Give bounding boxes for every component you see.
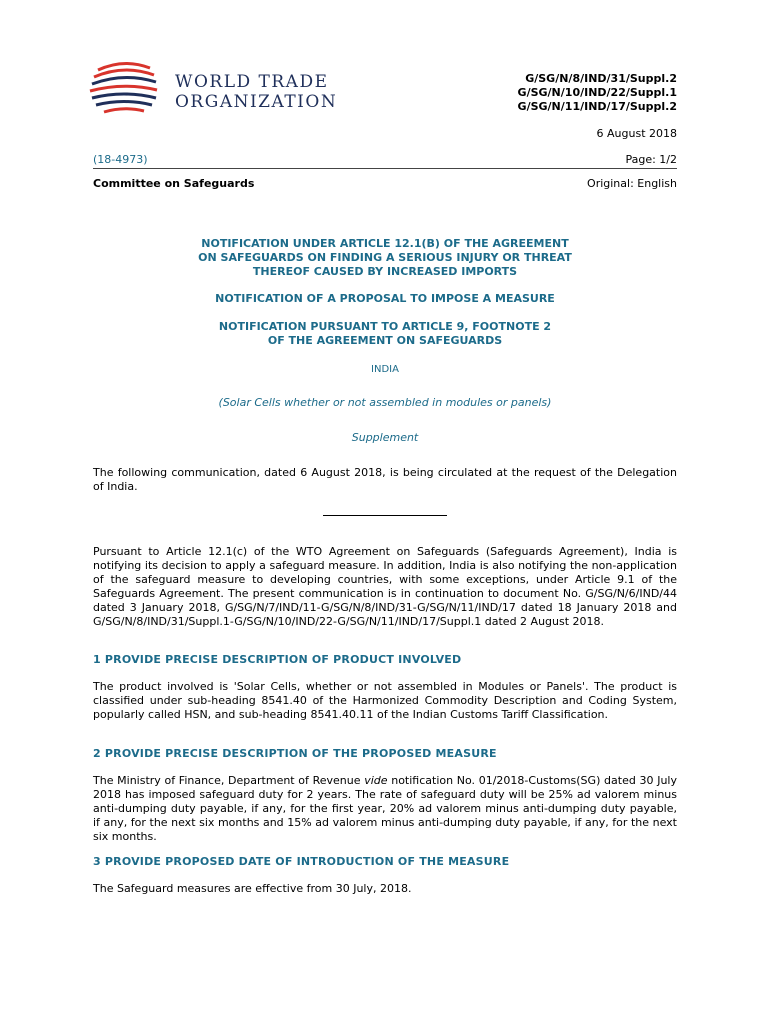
org-name-line1: WORLD TRADE <box>175 72 329 92</box>
org-name-line2: ORGANIZATION <box>175 92 338 112</box>
section-text-3: The Safeguard measures are effective from 30 July, 2018. <box>93 882 412 895</box>
country-name: INDIA <box>371 364 399 375</box>
document-number: (18-4973) <box>93 153 148 166</box>
separator-rule <box>323 515 447 516</box>
title-line: OF THE AGREEMENT ON SAFEGUARDS <box>267 334 503 347</box>
title-line: NOTIFICATION UNDER ARTICLE 12.1(B) OF THE AGREEMENT <box>201 237 569 250</box>
title-block-1 <box>93 237 677 279</box>
header-divider <box>93 168 677 169</box>
symbol-line: G/SG/N/10/IND/22/Suppl.1 <box>517 86 677 99</box>
document-date: 6 August 2018 <box>596 127 677 140</box>
committee-name: Committee on Safeguards <box>93 177 255 190</box>
title-block-3 <box>93 320 677 348</box>
section-text-2-italic: vide <box>364 774 388 787</box>
page-indicator: Page: 1/2 <box>625 153 677 166</box>
section-text-2-start: The Ministry of Finance, Department of Revenue <box>93 774 365 787</box>
product-title: (Solar Cells whether or not assembled in modules or panels) <box>218 396 552 409</box>
section-heading-3: 3 PROVIDE PROPOSED DATE OF INTRODUCTION OF THE MEASURE <box>93 855 510 868</box>
body-paragraph-1: Pursuant to Article 12.1(c) of the WTO Agreement on Safeguards (Safeguards Agreement), India is notifying its decision to apply a safeguard measure. In addition, India is also notifying the non-application of the safeguard measure to developing countries, with some exceptions, under Article 9.1 of the Safeguards Agreement. The present communication is in continuation to document No. G/SG/N/6/IND/44 dated 3 January 2018, G/SG/N/7/IND/11-G/SG/N/8/IND/31-G/SG/N/11/IND/17 dated 18 January 2018 and G/SG/N/8/IND/31/Suppl.1-G/SG/N/10/IND/22-G/SG/N/11/IND/17/Suppl.1 dated 2 August 2018. <box>93 545 677 628</box>
title-line: NOTIFICATION PURSUANT TO ARTICLE 9, FOOTNOTE 2 <box>218 320 552 333</box>
original-language: Original: English <box>587 177 677 190</box>
symbol-line: G/SG/N/11/IND/17/Suppl.2 <box>517 100 677 113</box>
title-line: THEREOF CAUSED BY INCREASED IMPORTS <box>252 265 518 278</box>
intro-paragraph: The following communication, dated 6 August 2018, is being circulated at the request of the Delegation of India. <box>93 466 677 493</box>
document-symbols <box>518 72 677 114</box>
section-heading-2: 2 PROVIDE PRECISE DESCRIPTION OF THE PROPOSED MEASURE <box>93 747 497 760</box>
country-wrapper <box>93 362 677 375</box>
title-line: ON SAFEGUARDS ON FINDING A SERIOUS INJURY OR THREAT <box>198 251 572 264</box>
section-text-2-end: notification No. 01/2018-Customs(SG) dated 30 July 2018 has imposed safeguard duty for 2 years. The rate of safeguard duty will be 25% ad valorem minus anti-dumping duty payable, if any, for the first year, 20% ad valorem minus anti-dumping duty payable, if any, for the next six months and 15% ad valorem minus anti-dumping duty payable, if any, for the next six months. <box>93 774 677 843</box>
wto-logo-icon <box>84 60 164 120</box>
section-heading-1: 1 PROVIDE PRECISE DESCRIPTION OF PRODUCT INVOLVED <box>93 653 462 666</box>
title-block-2: NOTIFICATION OF A PROPOSAL TO IMPOSE A MEASURE <box>215 292 555 305</box>
section-text-2 <box>93 774 677 844</box>
section-text-1: The product involved is 'Solar Cells, whether or not assembled in Modules or Panels'. The product is classified under sub-heading 8541.40 of the Harmonized Commodity Description and Coding System, popularly called HSN, and sub-heading 8541.40.11 of the Indian Customs Tariff Classification. <box>93 680 677 721</box>
symbol-line: G/SG/N/8/IND/31/Suppl.2 <box>525 72 677 85</box>
supplement-label: Supplement <box>351 431 419 444</box>
